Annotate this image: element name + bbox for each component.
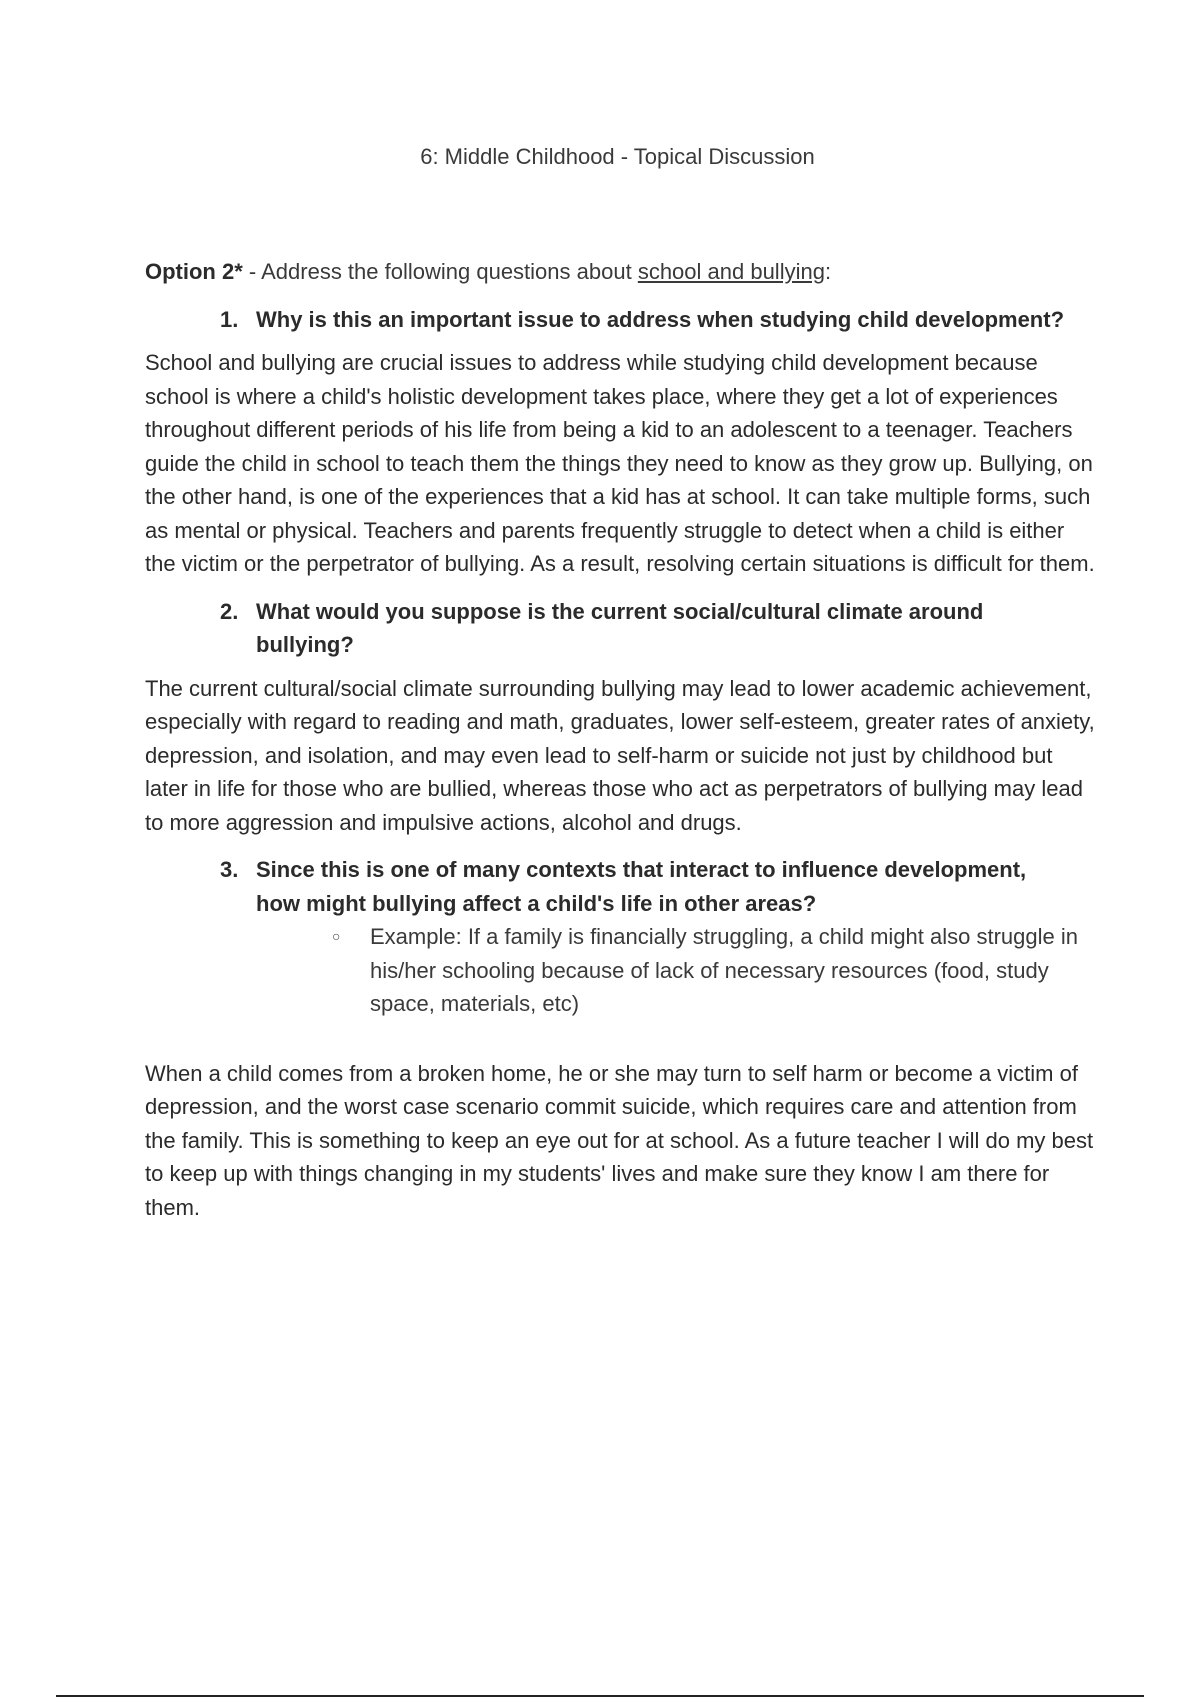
question-number: 2.: [220, 598, 239, 624]
hollow-circle-bullet-icon: ○: [332, 928, 341, 944]
document-title: 6: Middle Childhood - Topical Discussion: [420, 144, 815, 169]
answer-2: The current cultural/social climate surrounding bullying may lead to lower academic achievement, especially with regard to reading and math, graduates, lower self-esteem, greater rates of anxiety, depression, and isolation, and may even lead to self-harm or suicide not just by childhood but later in life for those who are bullied, whereas those who act as perpetrators of bullying may lead to more aggression and impulsive actions, alcohol and drugs.: [145, 675, 1095, 835]
question-text: Since this is one of many contexts that interact to influence development, how might bullying affect a child's life in other areas?: [256, 857, 1027, 916]
document-body: [145, 255, 1095, 1238]
question-number: 3.: [220, 857, 239, 882]
example-item: [330, 920, 1095, 1021]
intro-text: - Address the following questions about: [242, 259, 638, 284]
topic-underlined: school and bullying: [637, 259, 825, 284]
intro-colon: :: [824, 259, 832, 284]
bottom-divider: [56, 1695, 1144, 1697]
answer-3: When a child comes from a broken home, he or she may turn to self harm or become a victim of depression, and the worst case scenario commit suicide, which requires care and attention from the family. This is something to keep an eye out for at school. As a future teacher I will do my best to keep up with things changing in my students' lives and make sure they know I am there for them.: [145, 1060, 1094, 1220]
question-text: What would you suppose is the current social/cultural climate around bullying?: [256, 598, 984, 657]
intro-paragraph: [145, 255, 1095, 289]
answer-1: School and bullying are crucial issues to address while studying child development because school is where a child's holistic development takes place, where they get a lot of experiences throughout different periods of his life from being a kid to an adolescent to a teenager. Teachers guide the child in school to teach them the things they need to know as they grow up. Bullying, on the other hand, is one of the experiences that a kid has at school. It can take multiple forms, such as mental or physical. Teachers and parents frequently struggle to detect when a child is either the victim or the perpetrator of bullying. As a result, resolving certain situations is difficult for them.: [145, 350, 1095, 576]
question-3: [220, 853, 1095, 920]
question-1: [220, 303, 1095, 337]
option-label: Option 2*: [145, 259, 243, 284]
question-2: [220, 595, 1095, 662]
question-text: Why is this an important issue to address when studying child development?: [256, 306, 1065, 332]
example-text: Example: If a family is financially struggling, a child might also struggle in his/her schooling because of lack of necessary resources (food, study space, materials, etc): [370, 924, 1078, 1016]
question-number: 1.: [220, 306, 239, 332]
